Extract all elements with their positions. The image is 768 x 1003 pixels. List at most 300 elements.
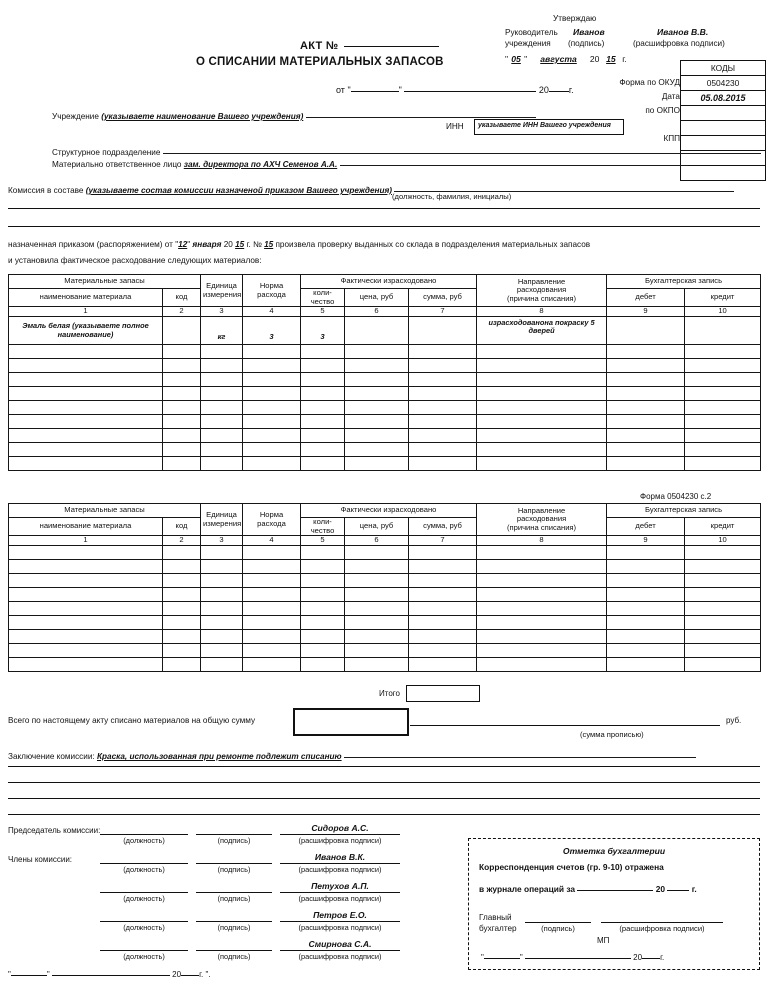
cell-norm[interactable]: [243, 602, 301, 616]
cell-direction[interactable]: [477, 658, 607, 672]
cell-code[interactable]: [163, 317, 201, 345]
cell-credit[interactable]: [685, 429, 761, 443]
cell-norm[interactable]: [243, 630, 301, 644]
cell-unit[interactable]: [201, 616, 243, 630]
code-value-okud[interactable]: 0504230: [681, 76, 765, 91]
table-row[interactable]: [9, 415, 761, 429]
table-row[interactable]: [9, 457, 761, 471]
cell-sum[interactable]: [409, 443, 477, 457]
cell-debit[interactable]: [607, 429, 685, 443]
cell-qty[interactable]: [301, 415, 345, 429]
sig-sign-line-4[interactable]: [196, 921, 272, 922]
cell-debit[interactable]: [607, 401, 685, 415]
cell-sum[interactable]: [409, 415, 477, 429]
conclusion-line-2[interactable]: [8, 766, 760, 767]
cell-name[interactable]: [9, 401, 163, 415]
cell-qty[interactable]: [301, 373, 345, 387]
cell-sum[interactable]: [409, 359, 477, 373]
cell-credit[interactable]: [685, 359, 761, 373]
table-row[interactable]: [9, 387, 761, 401]
cell-name[interactable]: [9, 387, 163, 401]
code-value-date[interactable]: 05.08.2015: [681, 91, 765, 106]
cell-credit[interactable]: [685, 658, 761, 672]
cell-price[interactable]: [345, 429, 409, 443]
cell-norm[interactable]: [243, 345, 301, 359]
cell-code[interactable]: [163, 574, 201, 588]
cell-sum[interactable]: [409, 560, 477, 574]
cell-qty[interactable]: [301, 401, 345, 415]
conclusion-line-3[interactable]: [8, 782, 760, 783]
table-row[interactable]: [9, 616, 761, 630]
cell-name[interactable]: [9, 345, 163, 359]
cell-direction[interactable]: [477, 574, 607, 588]
table-row[interactable]: [9, 574, 761, 588]
sig-cap-sign-1: (подпись): [217, 836, 251, 845]
cell-unit[interactable]: [201, 574, 243, 588]
cell-code[interactable]: [163, 588, 201, 602]
conclusion-blank[interactable]: [344, 748, 696, 758]
cell-norm[interactable]: 3: [243, 317, 301, 345]
sig-position-line-2[interactable]: [100, 863, 188, 864]
cell-debit[interactable]: [607, 546, 685, 560]
cell-credit[interactable]: [685, 317, 761, 345]
cell-debit[interactable]: [607, 443, 685, 457]
sig-sign-line-2[interactable]: [196, 863, 272, 864]
th-name: наименование материала: [9, 289, 163, 307]
table-row[interactable]: [9, 359, 761, 373]
cell-name[interactable]: [9, 429, 163, 443]
approve-word: Утверждаю: [553, 14, 597, 23]
sig-decode-line-4[interactable]: [280, 921, 400, 922]
cell-unit[interactable]: [201, 429, 243, 443]
cell-direction[interactable]: [477, 602, 607, 616]
am-date-suffix: г.: [660, 953, 665, 962]
cell-price[interactable]: [345, 658, 409, 672]
cell-norm[interactable]: [243, 429, 301, 443]
cell-unit[interactable]: [201, 415, 243, 429]
cell-price[interactable]: [345, 644, 409, 658]
cell-qty[interactable]: [301, 602, 345, 616]
cell-direction[interactable]: [477, 387, 607, 401]
cell-name[interactable]: [9, 546, 163, 560]
responsible-value[interactable]: зам. директора по АХЧ Семенов А.А.: [183, 160, 338, 169]
commission-blank[interactable]: [394, 182, 734, 192]
cell-code[interactable]: [163, 546, 201, 560]
cell-norm[interactable]: [243, 546, 301, 560]
am-date-day-blank[interactable]: [484, 949, 520, 959]
table-row[interactable]: [9, 443, 761, 457]
commission-line-2[interactable]: [8, 208, 760, 209]
th-sum: сумма, руб: [409, 518, 477, 536]
cell-debit[interactable]: [607, 658, 685, 672]
cell-direction[interactable]: [477, 443, 607, 457]
cell-direction[interactable]: [477, 560, 607, 574]
cell-name[interactable]: [9, 415, 163, 429]
total-label: Итого: [379, 689, 400, 698]
cell-sum[interactable]: [409, 616, 477, 630]
responsible-blank[interactable]: [340, 156, 688, 166]
cell-unit[interactable]: [201, 588, 243, 602]
cell-norm[interactable]: [243, 574, 301, 588]
code-value-okpo[interactable]: [681, 106, 765, 121]
sig-decode-line-3[interactable]: [280, 892, 400, 893]
cell-price[interactable]: [345, 630, 409, 644]
table-row[interactable]: [9, 401, 761, 415]
cell-qty[interactable]: [301, 359, 345, 373]
cell-unit[interactable]: [201, 560, 243, 574]
total-box[interactable]: [406, 685, 480, 702]
cell-direction[interactable]: [477, 630, 607, 644]
cell-name[interactable]: [9, 457, 163, 471]
cell-sum[interactable]: [409, 457, 477, 471]
cell-qty[interactable]: [301, 443, 345, 457]
approval-date-row: [505, 54, 627, 64]
cell-qty[interactable]: [301, 574, 345, 588]
institution-value[interactable]: (указываете наименование Вашего учреждения): [101, 112, 304, 121]
sig-decode-line-2[interactable]: [280, 863, 400, 864]
cell-sum[interactable]: [409, 429, 477, 443]
table2-number-row: [9, 536, 761, 546]
th-accounting: Бухгалтерская запись: [607, 504, 761, 518]
grand-total-words-blank[interactable]: [410, 716, 720, 726]
inn-row: [446, 122, 464, 131]
cell-code[interactable]: [163, 415, 201, 429]
cell-credit[interactable]: [685, 616, 761, 630]
journal-year-blank[interactable]: [667, 881, 689, 891]
cell-name[interactable]: [9, 644, 163, 658]
cell-name[interactable]: [9, 373, 163, 387]
commission-line-3[interactable]: [8, 226, 760, 227]
table-row[interactable]: [9, 373, 761, 387]
cell-name[interactable]: [9, 616, 163, 630]
cell-sum[interactable]: [409, 574, 477, 588]
th-unit-l1: Единица: [206, 281, 237, 290]
col-num-1: 1: [9, 536, 163, 546]
cell-unit[interactable]: [201, 373, 243, 387]
conclusion-line-4[interactable]: [8, 798, 760, 799]
cell-direction[interactable]: [477, 588, 607, 602]
am-date-month-blank[interactable]: [525, 949, 631, 959]
cell-code[interactable]: [163, 401, 201, 415]
cell-unit[interactable]: [201, 546, 243, 560]
cell-qty[interactable]: [301, 630, 345, 644]
cell-qty[interactable]: [301, 644, 345, 658]
order-day[interactable]: 12: [178, 240, 188, 249]
cell-price[interactable]: [345, 560, 409, 574]
table-row[interactable]: [9, 546, 761, 560]
cell-norm[interactable]: [243, 401, 301, 415]
th-code: код: [163, 289, 201, 307]
signature-caption: (подпись): [568, 39, 605, 48]
cell-direction[interactable]: [477, 359, 607, 373]
cell-credit[interactable]: [685, 546, 761, 560]
cell-price[interactable]: [345, 457, 409, 471]
chief-sign-line[interactable]: [525, 922, 591, 923]
cell-code[interactable]: [163, 457, 201, 471]
cell-norm[interactable]: [243, 588, 301, 602]
sig-sign-line-5[interactable]: [196, 950, 272, 951]
cell-code[interactable]: [163, 616, 201, 630]
sig-position-line-4[interactable]: [100, 921, 188, 922]
code-value-blank3[interactable]: [681, 166, 765, 180]
table-row[interactable]: [9, 560, 761, 574]
cell-credit[interactable]: [685, 644, 761, 658]
sig-decode-line-5[interactable]: [280, 950, 400, 951]
act-label: АКТ №: [300, 40, 339, 52]
cell-price[interactable]: [345, 345, 409, 359]
cell-price[interactable]: [345, 387, 409, 401]
cell-norm[interactable]: [243, 560, 301, 574]
cell-norm[interactable]: [243, 373, 301, 387]
cell-qty[interactable]: [301, 616, 345, 630]
cell-name[interactable]: [9, 602, 163, 616]
cell-direction[interactable]: [477, 373, 607, 387]
table-row[interactable]: [9, 588, 761, 602]
sig-sign-line-3[interactable]: [196, 892, 272, 893]
cell-unit[interactable]: [201, 658, 243, 672]
cell-code[interactable]: [163, 345, 201, 359]
order-year[interactable]: 15: [235, 240, 245, 249]
cell-unit[interactable]: [201, 602, 243, 616]
col-num-8: 8: [477, 536, 607, 546]
journal-period-blank[interactable]: [577, 881, 653, 891]
cell-code[interactable]: [163, 429, 201, 443]
table-row[interactable]: [9, 345, 761, 359]
cell-qty[interactable]: [301, 658, 345, 672]
col-num-1: 1: [9, 307, 163, 317]
cell-code[interactable]: [163, 630, 201, 644]
cell-unit[interactable]: [201, 443, 243, 457]
sig-date-day-blank[interactable]: [11, 966, 47, 976]
sig-name-4: Петров Е.О.: [313, 910, 367, 920]
cell-debit[interactable]: [607, 602, 685, 616]
table-row[interactable]: [9, 429, 761, 443]
cell-code[interactable]: [163, 359, 201, 373]
cell-debit[interactable]: [607, 588, 685, 602]
cell-price[interactable]: [345, 588, 409, 602]
th-unit-l2: измерения: [203, 289, 242, 299]
cell-norm[interactable]: [243, 644, 301, 658]
cell-debit[interactable]: [607, 345, 685, 359]
cell-debit[interactable]: [607, 616, 685, 630]
institution-blank[interactable]: [306, 108, 536, 118]
cell-credit[interactable]: [685, 630, 761, 644]
cell-credit[interactable]: [685, 345, 761, 359]
code-value-blank1[interactable]: [681, 121, 765, 136]
cell-norm[interactable]: [243, 457, 301, 471]
table-row[interactable]: [9, 630, 761, 644]
cell-credit[interactable]: [685, 560, 761, 574]
cell-price[interactable]: [345, 373, 409, 387]
table-row[interactable]: [9, 317, 761, 345]
cell-credit[interactable]: [685, 457, 761, 471]
cell-unit[interactable]: [201, 359, 243, 373]
cell-name[interactable]: [9, 443, 163, 457]
cell-norm[interactable]: [243, 387, 301, 401]
cell-debit[interactable]: [607, 373, 685, 387]
cell-price[interactable]: [345, 546, 409, 560]
commission-value[interactable]: (указываете состав комиссии назначеной приказом Вашего учреждения): [85, 186, 392, 195]
cell-qty[interactable]: [301, 546, 345, 560]
cell-credit[interactable]: [685, 401, 761, 415]
cell-name[interactable]: [9, 560, 163, 574]
cell-sum[interactable]: [409, 658, 477, 672]
subdivision-blank[interactable]: [163, 144, 761, 154]
table-row[interactable]: [9, 658, 761, 672]
cell-name[interactable]: [9, 574, 163, 588]
cell-direction[interactable]: [477, 429, 607, 443]
cell-name[interactable]: [9, 630, 163, 644]
cell-norm[interactable]: [243, 658, 301, 672]
cell-credit[interactable]: [685, 602, 761, 616]
chief-sign-caption: (подпись): [541, 924, 575, 933]
cell-norm[interactable]: [243, 359, 301, 373]
cell-price[interactable]: [345, 359, 409, 373]
cell-code[interactable]: [163, 658, 201, 672]
cell-debit[interactable]: [607, 359, 685, 373]
order-month[interactable]: января: [192, 240, 222, 249]
cell-name[interactable]: [9, 588, 163, 602]
sig-position-line-3[interactable]: [100, 892, 188, 893]
cell-credit[interactable]: [685, 443, 761, 457]
code-label-okpo: по ОКПО: [645, 106, 680, 115]
cell-price[interactable]: [345, 415, 409, 429]
cell-price[interactable]: [345, 401, 409, 415]
cell-debit[interactable]: [607, 415, 685, 429]
cell-code[interactable]: [163, 387, 201, 401]
accounting-mark-title: Отметка бухгалтерии: [562, 846, 666, 856]
cell-debit[interactable]: [607, 574, 685, 588]
th-qty-l1: коли-: [313, 517, 332, 526]
cell-code[interactable]: [163, 443, 201, 457]
cell-price[interactable]: [345, 602, 409, 616]
chief-decode-caption: (расшифровка подписи): [619, 924, 705, 933]
cell-unit[interactable]: [201, 644, 243, 658]
cell-norm[interactable]: [243, 443, 301, 457]
cell-debit[interactable]: [607, 630, 685, 644]
cell-price[interactable]: [345, 443, 409, 457]
cell-sum[interactable]: [409, 644, 477, 658]
col-num-2: 2: [163, 307, 201, 317]
cell-unit[interactable]: [201, 457, 243, 471]
cell-norm[interactable]: [243, 616, 301, 630]
inn-box[interactable]: [474, 119, 624, 135]
cell-direction[interactable]: [477, 415, 607, 429]
grand-total-box[interactable]: [293, 708, 409, 736]
cell-debit[interactable]: [607, 387, 685, 401]
cell-debit[interactable]: [607, 644, 685, 658]
cell-credit[interactable]: [685, 574, 761, 588]
cell-credit[interactable]: [685, 387, 761, 401]
cell-direction[interactable]: [477, 546, 607, 560]
cell-name[interactable]: [9, 658, 163, 672]
cell-norm[interactable]: [243, 415, 301, 429]
cell-price[interactable]: [345, 317, 409, 345]
cell-credit[interactable]: [685, 415, 761, 429]
cell-sum[interactable]: [409, 317, 477, 345]
sig-date-month-blank[interactable]: [52, 966, 170, 976]
cell-sum[interactable]: [409, 602, 477, 616]
cell-qty[interactable]: 3: [301, 317, 345, 345]
cell-debit[interactable]: [607, 560, 685, 574]
order-row-2: и установила фактическое расходование следующих материалов:: [8, 256, 262, 265]
conclusion-value[interactable]: Краска, использованная при ремонте подлежит списанию: [96, 752, 342, 761]
cell-sum[interactable]: [409, 373, 477, 387]
cell-direction[interactable]: [477, 616, 607, 630]
cell-unit[interactable]: кг: [201, 317, 243, 345]
cell-code[interactable]: [163, 602, 201, 616]
col-num-2: 2: [163, 536, 201, 546]
table-row[interactable]: [9, 602, 761, 616]
sig-sign-line-1[interactable]: [196, 834, 272, 835]
sig-position-line-5[interactable]: [100, 950, 188, 951]
cell-code[interactable]: [163, 560, 201, 574]
cell-sum[interactable]: [409, 345, 477, 359]
order-year-suffix: г.: [246, 240, 251, 249]
cell-qty[interactable]: [301, 429, 345, 443]
cell-code[interactable]: [163, 373, 201, 387]
cell-credit[interactable]: [685, 373, 761, 387]
sig-date-quote3: ".: [205, 970, 211, 979]
cell-qty[interactable]: [301, 560, 345, 574]
cell-qty[interactable]: [301, 588, 345, 602]
table2-sub-header-row: [9, 518, 761, 536]
am-date-year-blank[interactable]: [642, 949, 660, 959]
cell-direction[interactable]: израсходованона покраску 5 дверей: [477, 317, 607, 345]
cell-direction[interactable]: [477, 345, 607, 359]
sig-position-line-1[interactable]: [100, 834, 188, 835]
cell-unit[interactable]: [201, 345, 243, 359]
cell-credit[interactable]: [685, 588, 761, 602]
cell-direction[interactable]: [477, 457, 607, 471]
cell-unit[interactable]: [201, 401, 243, 415]
cell-name[interactable]: Эмаль белая (указываете полное наименование): [9, 317, 163, 345]
journal-prefix: в журнале операций за: [479, 884, 576, 894]
sig-decode-line-1[interactable]: [280, 834, 400, 835]
cell-qty[interactable]: [301, 387, 345, 401]
cell-price[interactable]: [345, 616, 409, 630]
cell-direction[interactable]: [477, 644, 607, 658]
col-num-10: 10: [685, 307, 761, 317]
sig-name-5: Смирнова С.А.: [308, 939, 372, 949]
cell-unit[interactable]: [201, 630, 243, 644]
cell-qty[interactable]: [301, 457, 345, 471]
chief-decode-line[interactable]: [601, 922, 723, 923]
cell-sum[interactable]: [409, 588, 477, 602]
cell-price[interactable]: [345, 574, 409, 588]
sig-cap-position-5: (должность): [123, 952, 165, 961]
cell-direction[interactable]: [477, 401, 607, 415]
cell-qty[interactable]: [301, 345, 345, 359]
cell-sum[interactable]: [409, 546, 477, 560]
journal-year-suffix: г.: [691, 884, 697, 894]
th-norm: [243, 275, 301, 307]
cell-code[interactable]: [163, 644, 201, 658]
conclusion-row: [8, 748, 696, 761]
cell-sum[interactable]: [409, 630, 477, 644]
cell-name[interactable]: [9, 359, 163, 373]
sig-date-year-blank[interactable]: [181, 966, 199, 976]
cell-debit[interactable]: [607, 317, 685, 345]
cell-unit[interactable]: [201, 387, 243, 401]
th-code: код: [163, 518, 201, 536]
cell-debit[interactable]: [607, 457, 685, 471]
order-number[interactable]: 15: [264, 240, 274, 249]
cell-sum[interactable]: [409, 387, 477, 401]
cell-sum[interactable]: [409, 401, 477, 415]
conclusion-line-5[interactable]: [8, 814, 760, 815]
table-row[interactable]: [9, 644, 761, 658]
